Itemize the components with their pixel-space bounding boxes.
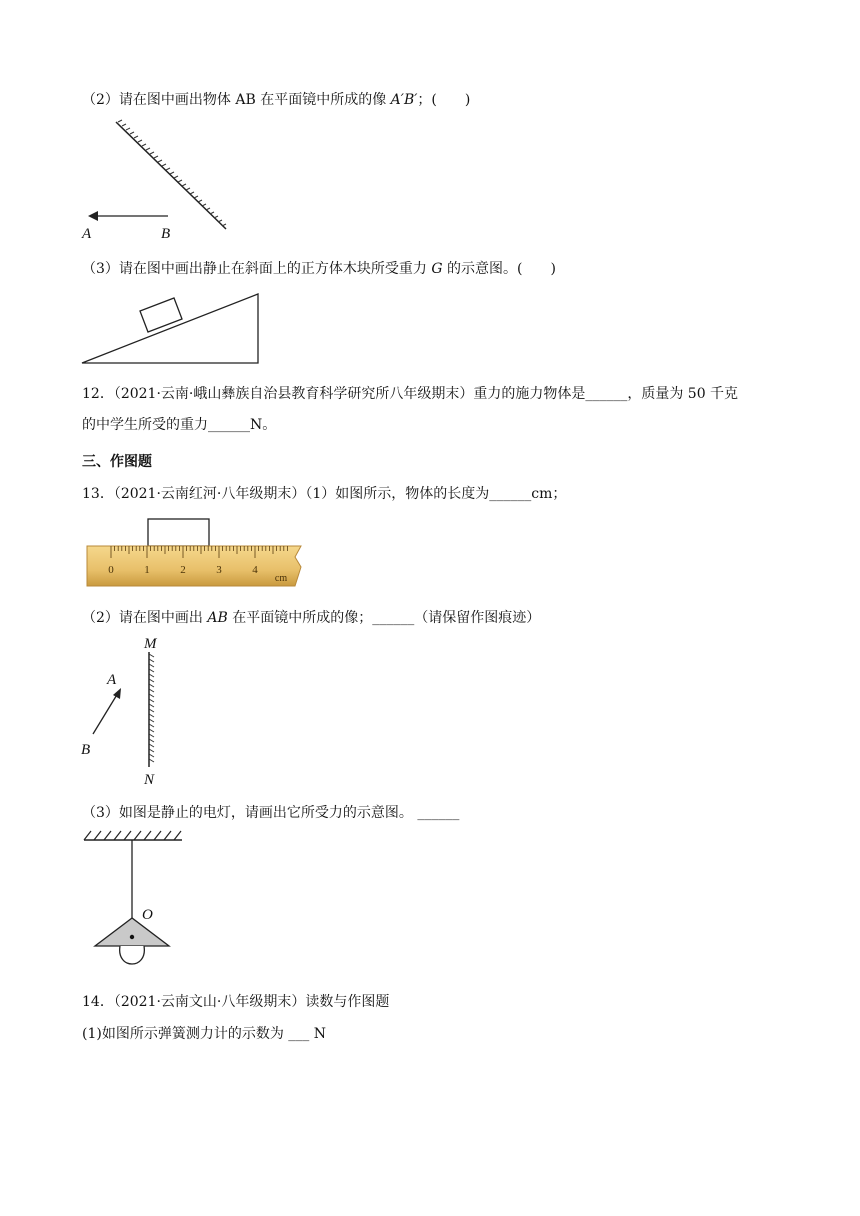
q11-part3-text bbox=[82, 260, 556, 278]
ruler-tick-label-0: 0 bbox=[108, 564, 114, 576]
q12-line2: 的中学生所受的重力______N。 bbox=[82, 417, 277, 433]
q13-part2-text bbox=[82, 609, 540, 627]
ruler-tick-label-4: 4 bbox=[252, 564, 258, 576]
q11-part2-text bbox=[82, 91, 470, 109]
q13-part3-text: （3）如图是静止的电灯，请画出它所受力的示意图。 ______ bbox=[82, 805, 460, 821]
label-m: M bbox=[144, 636, 157, 652]
q13-part1: 13．（2021·云南红河·八年级期末）（1）如图所示，物体的长度为______cm； bbox=[82, 486, 567, 502]
lampshade bbox=[95, 918, 169, 946]
q11-part3-prefix: （3）请在图中画出静止在斜面上的正方体木块所受重力 bbox=[82, 261, 432, 277]
q11-part3-symbol: G bbox=[431, 261, 443, 277]
q13-part2-prefix: （2）请在图中画出 bbox=[82, 610, 208, 626]
label-a: A bbox=[82, 226, 92, 242]
label-n: N bbox=[144, 772, 155, 788]
q14-part1: (1)如图所示弹簧测力计的示数为 ___ N bbox=[82, 1026, 326, 1042]
q14-title: 14．（2021·云南文山·八年级期末）读数与作图题 bbox=[82, 994, 390, 1010]
ruler-tick-label-2: 2 bbox=[180, 564, 186, 576]
label-o: O bbox=[142, 907, 153, 923]
q11-part2-suffix: ；( ) bbox=[417, 92, 471, 108]
object-ab-arrow-2 bbox=[93, 688, 121, 734]
ruler-tick-label-3: 3 bbox=[216, 564, 222, 576]
plane-mirror-figure-1 bbox=[80, 118, 240, 243]
center-point bbox=[130, 935, 134, 939]
object-ab-arrow bbox=[88, 211, 168, 221]
section-heading: 三、作图题 bbox=[82, 454, 152, 470]
label-b-2: B bbox=[81, 742, 91, 758]
q11-part3-suffix: 的示意图。( ) bbox=[442, 261, 556, 277]
ruler-figure bbox=[85, 517, 307, 589]
q12-line1: 12．（2021·云南·峨山彝族自治县教育科学研究所八年级期末）重力的施力物体是______，质量为 50 千克 bbox=[82, 386, 739, 402]
bulb bbox=[120, 946, 145, 964]
ruler-unit-label: cm bbox=[274, 573, 288, 584]
plane-mirror-figure-2 bbox=[78, 632, 178, 786]
ceiling-hatching bbox=[84, 831, 181, 840]
label-b: B bbox=[161, 226, 171, 242]
measured-object bbox=[148, 519, 209, 546]
q13-part2-suffix: 在平面镜中所成的像；______（请保留作图痕迹） bbox=[227, 610, 541, 626]
q11-part2-prefix: （2）请在图中画出物体 AB 在平面镜中所成的像 bbox=[82, 92, 391, 108]
q11-part2-image-label: A′B′ bbox=[390, 92, 418, 108]
mirror-hatching bbox=[116, 120, 226, 229]
incline-block-figure bbox=[80, 290, 262, 366]
hanging-lamp-figure bbox=[82, 830, 186, 980]
q13-part2-ab: AB bbox=[207, 610, 228, 626]
ruler-tick-label-1: 1 bbox=[144, 564, 150, 576]
ruler-body bbox=[87, 546, 301, 586]
label-a-2: A bbox=[107, 672, 117, 688]
